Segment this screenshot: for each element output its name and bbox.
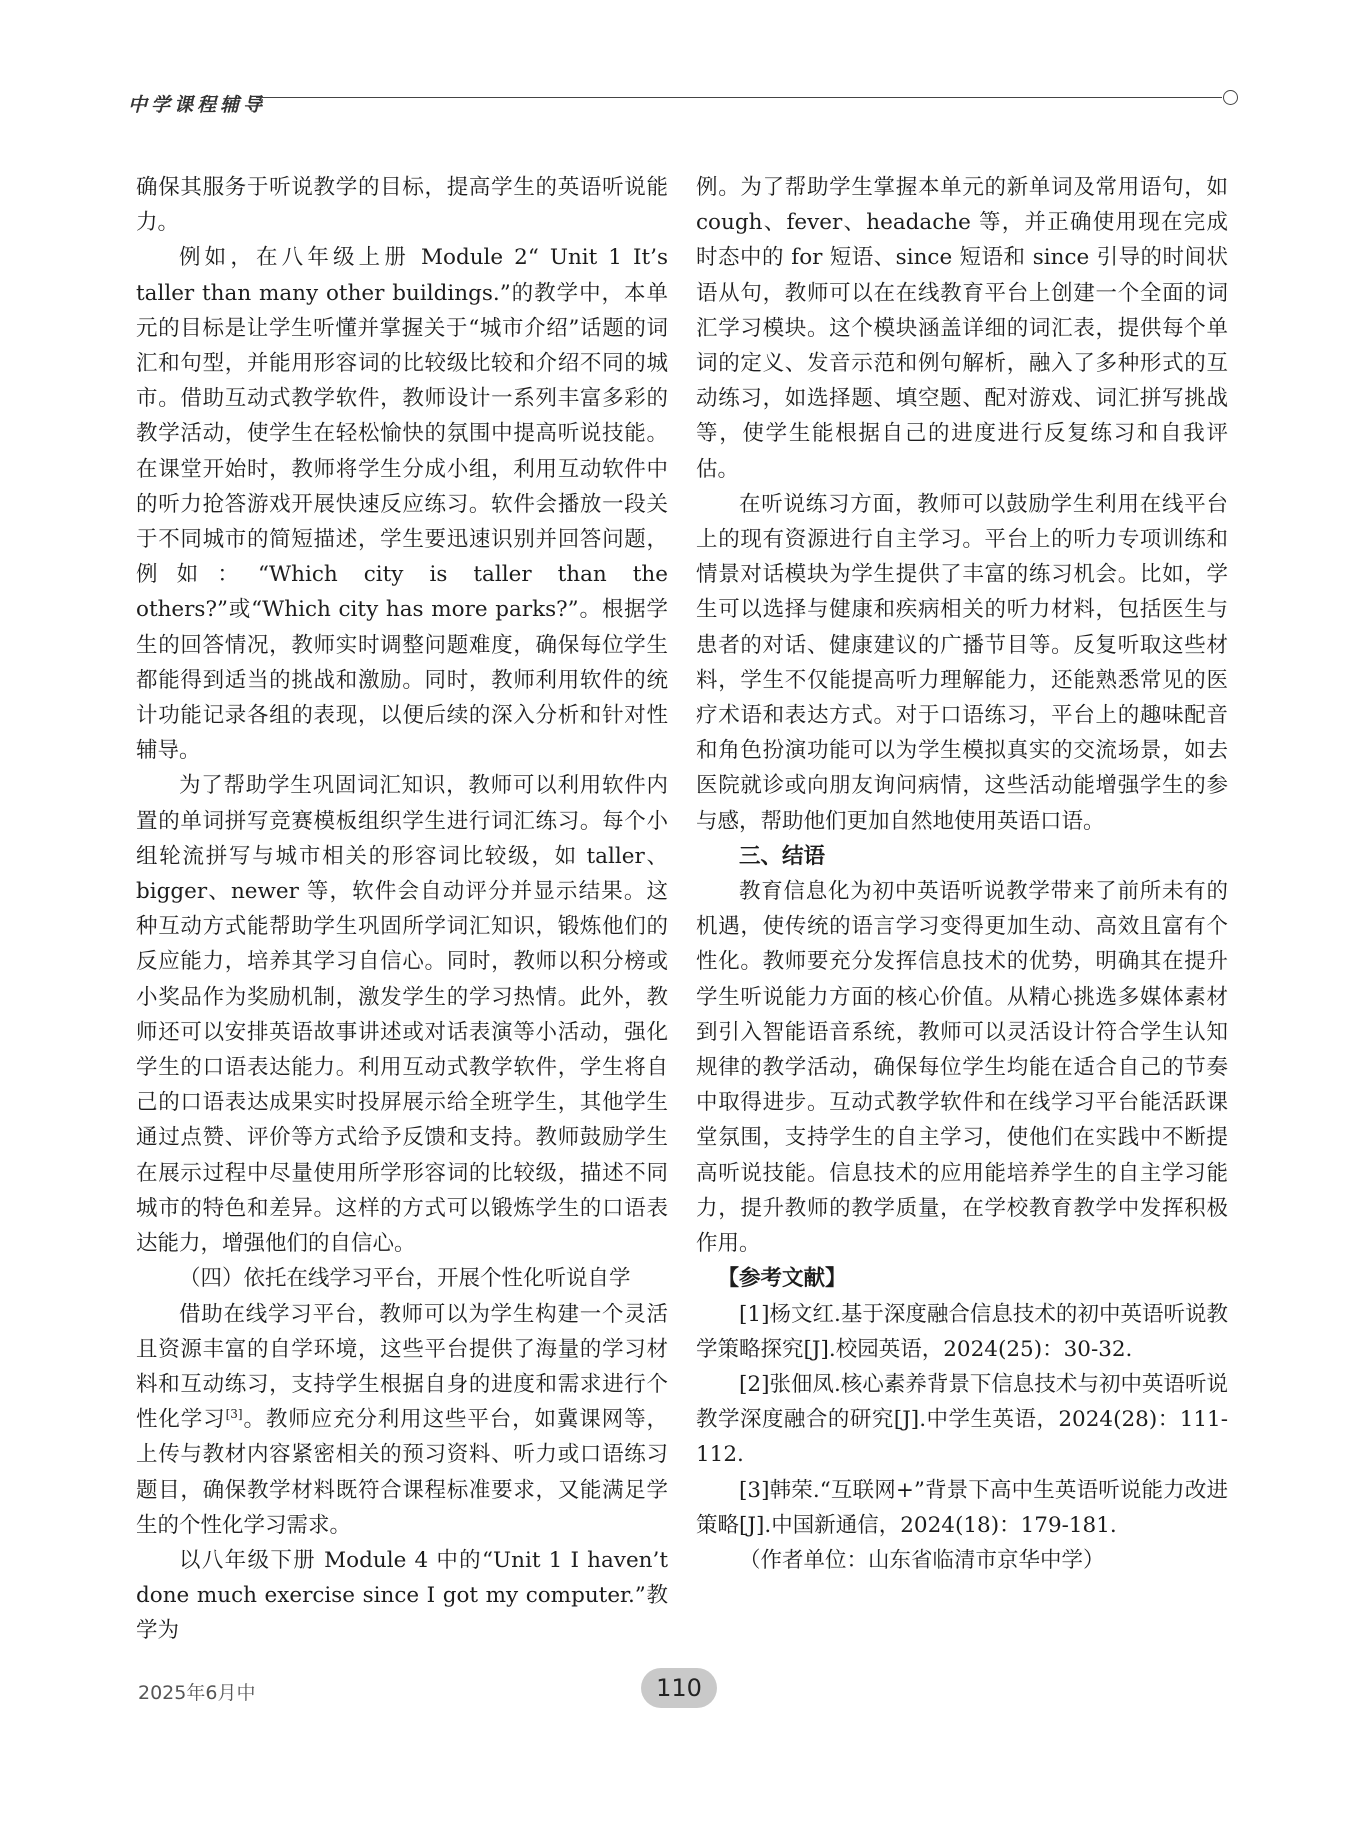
paragraph: 教育信息化为初中英语听说教学带来了前所未有的机遇，使传统的语言学习变得更加生动、高效且富有个性化。教师要充分发挥信息技术的优势，明确其在提升学生听说能力方面的核心价值。从精心挑选多媒体素材到引入智能语音系统，教师可以灵活设计符合学生认知规律的教学活动，确保每位学生均能在适合自己的节奏中取得进步。互动式教学软件和在线学习平台能活跃课堂氛围，支持学生的自主学习，使他们在实践中不断提高听说技能。信息技术的应用能培养学生的自主学习能力，提升教师的教学质量，在学校教育教学中发挥积极作用。 bbox=[696, 879, 1228, 1257]
page-header bbox=[128, 88, 1238, 118]
author-affiliation: （作者单位：山东省临清市京华中学） bbox=[739, 1547, 1105, 1573]
reference-item: [1]杨文红.基于深度融合信息技术的初中英语听说教学策略探究[J].校园英语，2024(25)：30-32. bbox=[696, 1301, 1228, 1362]
left-column bbox=[136, 170, 668, 1649]
right-column bbox=[696, 170, 1228, 1578]
issue-date: 2025年6月中 bbox=[138, 1682, 256, 1704]
paragraph bbox=[136, 1297, 668, 1543]
references-heading: 【参考文献】 bbox=[717, 1266, 847, 1292]
paragraph: 为了帮助学生巩固词汇知识，教师可以利用软件内置的单词拼写竞赛模板组织学生进行词汇练习。每个小组轮流拼写与城市相关的形容词比较级，如 taller、bigger、newer 等，软件会自动评分并显示结果。这种互动方式能帮助学生巩固所学词汇知识，锻炼他们的反应能力，培养其学习自信心。同时，教师以积分榜或小奖品作为奖励机制，激发学生的学习热情。此外，教师还可以安排英语故事讲述或对话表演等小活动，强化学生的口语表达能力。利用互动式教学软件，学生将自己的口语表达成果实时投屏展示给全班学生，其他学生通过点赞、评价等方式给予反馈和支持。教师鼓励学生在展示过程中尽量使用所学形容词的比较级，描述不同城市的特色和差异。这样的方式可以锻炼学生的口语表达能力，增强他们的自信心。 bbox=[136, 773, 668, 1257]
paragraph-text: 。教师应充分利用这些平台，如冀课网等，上传与教材内容紧密相关的预习资料、听力或口语练习题目，确保教学材料既符合课程标准要求，又能满足学生的个性化学习需求。 bbox=[136, 1407, 668, 1538]
reference-item: [2]张佃凤.核心素养背景下信息技术与初中英语听说教学深度融合的研究[J].中学生英语，2024(28)：111-112. bbox=[696, 1371, 1228, 1468]
page-number: 110 bbox=[641, 1668, 717, 1708]
paragraph-text: 借助在线学习平台，教师可以为学生构建一个灵活且资源丰富的自学环境，这些平台提供了海量的学习材料和互动练习，支持学生根据自身的进度和需求进行个性化学习 bbox=[136, 1301, 668, 1433]
header-circle-ornament bbox=[1223, 90, 1238, 105]
reference-item: [3]韩荣.“互联网+”背景下高中生英语听说能力改进策略[J].中国新通信，2024(18)：179-181. bbox=[696, 1477, 1228, 1538]
paragraph: 在听说练习方面，教师可以鼓励学生利用在线平台上的现有资源进行自主学习。平台上的听力专项训练和情景对话模块为学生提供了丰富的练习机会。比如，学生可以选择与健康和疾病相关的听力材料，包括医生与患者的对话、健康建议的广播节目等。反复听取这些材料，学生不仅能提高听力理解能力，还能熟悉常见的医疗术语和表达方式。对于口语练习，平台上的趣味配音和角色扮演功能可以为学生模拟真实的交流场景，如去医院就诊或向朋友询问病情，这些活动能增强学生的参与感，帮助他们更加自然地使用英语口语。 bbox=[696, 491, 1228, 834]
subsection-heading: （四）依托在线学习平台，开展个性化听说自学 bbox=[179, 1266, 631, 1292]
section-heading: 三、结语 bbox=[739, 843, 826, 869]
citation-mark: [3] bbox=[225, 1406, 243, 1421]
paragraph: 例如，在八年级上册 Module 2“ Unit 1 It’s taller than many other buildings.”的教学中，本单元的目标是让学生听懂并掌握关于“城市介绍”话题的词汇和句型，并能用形容词的比较级比较和介绍不同的城市。借助互动式教学软件，教师设计一系列丰富多彩的教学活动，使学生在轻松愉快的氛围中提高听说技能。在课堂开始时，教师将学生分成小组，利用互动软件中的听力抢答游戏开展快速反应练习。软件会播放一段关于不同城市的简短描述，学生要迅速识别并回答问题，例如：“Which city is taller than the others?”或“Which city has more parks?”。根据学生的回答情况，教师实时调整问题难度，确保每位学生都能得到适当的挑战和激励。同时，教师利用软件的统计功能记录各组的表现，以便后续的深入分析和针对性辅导。 bbox=[136, 245, 668, 764]
journal-name: 中学课程辅导 bbox=[128, 94, 267, 116]
header-rule bbox=[256, 97, 1222, 98]
paragraph: 以八年级下册 Module 4 中的“Unit 1 I haven’t done much exercise since I got my computer.”教学为 bbox=[136, 1547, 668, 1644]
paragraph: 确保其服务于听说教学的目标，提高学生的英语听说能力。 bbox=[136, 175, 668, 236]
paragraph: 例。为了帮助学生掌握本单元的新单词及常用语句，如 cough、fever、headache 等，并正确使用现在完成时态中的 for 短语、since 短语和 since 引导的时间状语从句，教师可以在在线教育平台上创建一个全面的词汇学习模块。这个模块涵盖详细的词汇表，提供每个单词的定义、发音示范和例句解析，融入了多种形式的互动练习，如选择题、填空题、配对游戏、词汇拼写挑战等，使学生能根据自己的进度进行反复练习和自我评估。 bbox=[696, 175, 1228, 482]
